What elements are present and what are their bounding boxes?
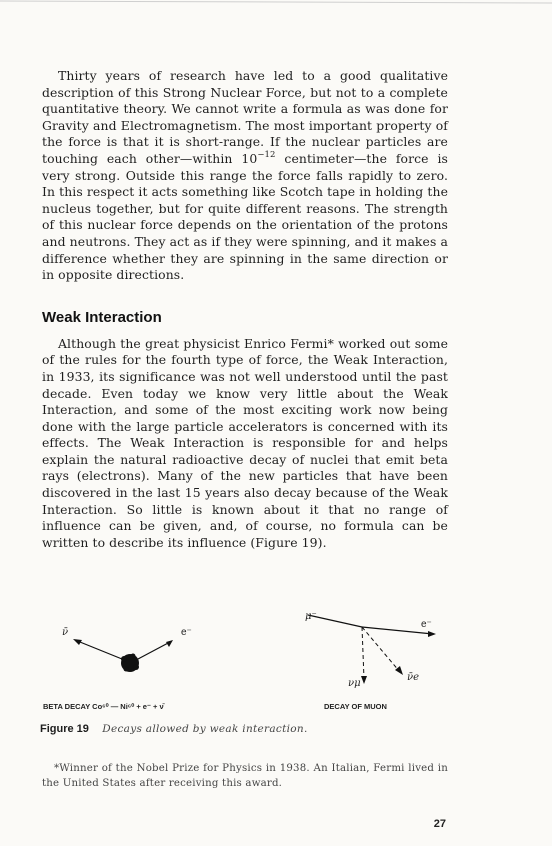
electron-track [138, 642, 170, 659]
antineutrino-symbol: ν̄ [62, 627, 69, 638]
electron-symbol-left: e⁻ [181, 627, 192, 638]
antineutrino-track [75, 640, 122, 659]
decay-diagrams [40, 607, 450, 717]
muon-neutrino-symbol: νμ [348, 678, 361, 689]
figure-caption-text: Decays allowed by weak interaction. [102, 723, 308, 735]
figure-caption [40, 723, 308, 735]
beta-decay-diagram [73, 639, 173, 672]
electron-antineutrino-symbol: ν̄e [407, 672, 419, 683]
page-edge-shadow [0, 0, 552, 10]
beta-decay-label: BETA DECAY Co⁶⁰ — Ni⁶⁰ + e⁻ + ν̄ [43, 702, 164, 711]
paragraph-weak-interaction: Although the great physicist Enrico Fermi* worked out some of the rules for the fourth type of force, the Weak Interaction, in 1933, its significance was not well understood until the past decade. Even today we know very little about the Weak Interaction, and some of the most exciting work now being done with the large particle accelerators is concerned with its effects. The Weak Interaction is responsible for and helps explain the natural radioactive decay of nuclei that emit beta rays (electrons). Many of the new particles that have been discovered in the last 15 years also decay because of the Weak Interaction. So little is known about it that no range of influence can be given, and, of course, no formula can be written to describe its influence (Figure 19). [42, 335, 448, 550]
page-number: 27 [433, 818, 446, 830]
footnote: *Winner of the Nobel Prize for Physics in 1938. An Italian, Fermi lived in the United States after receiving this award. [42, 763, 448, 789]
paragraph-strong-force: Thirty years of research have led to a good qualitative description of this Strong Nuclear Force, but not to a complete quantitative theory. We cannot write a formula as was done for Gravity and Electromagnetism. The most important property of the force is that it is short-range. If the nuclear particles are touching each other—within $10^{-12}$ centimeter—the force is very strong. Outside this range the force falls rapidly to zero. In this respect it acts something like Scotch tape in holding the nucleus together, but for quite different reasons. The strength of this nuclear force depends on the orientation of the protons and neutrons. They act as if they were spinning, and it makes a difference whether they are spinning in the same direction or in opposite directions. [42, 68, 448, 283]
muon-symbol: μ⁻ [305, 611, 317, 622]
electron-symbol-right: e⁻ [421, 619, 432, 630]
exponent-expression: $10^{-12}$ [241, 149, 276, 166]
page-body [42, 68, 448, 551]
section-heading-weak-interaction: Weak Interaction [42, 308, 162, 326]
muon-neutrino-track [362, 627, 364, 679]
muon-decay-label: DECAY OF MUON [324, 702, 387, 711]
electron-antineutrino-track [362, 627, 400, 672]
figure-number: Figure 19 [40, 723, 89, 735]
